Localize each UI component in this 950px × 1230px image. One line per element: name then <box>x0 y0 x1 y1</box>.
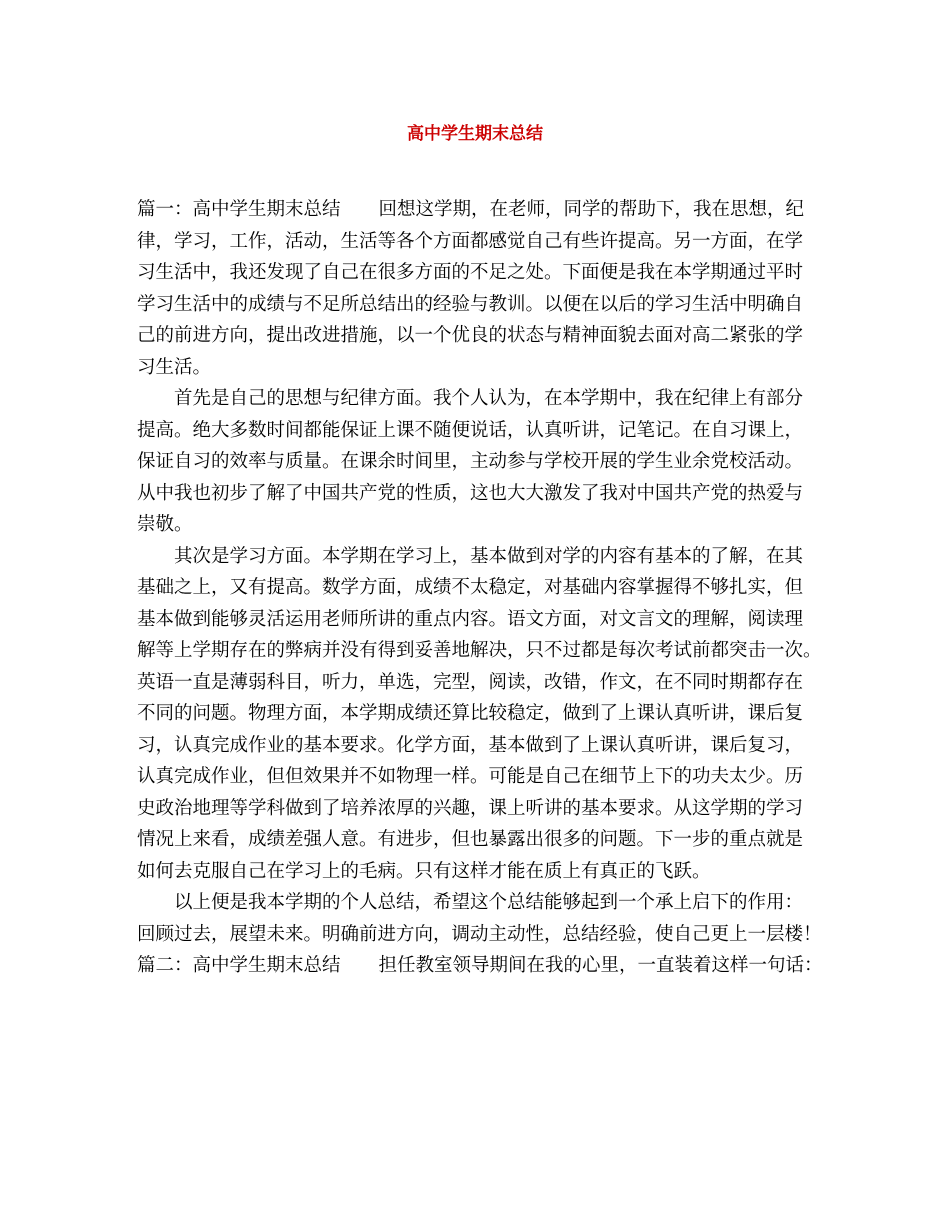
document-title: 高中学生期末总结 <box>407 124 543 144</box>
text-line: 提高。绝大多数时间都能保证上课不随便说话，认真听讲，记笔记。在自习课上， <box>137 419 804 441</box>
text-line: 其次是学习方面。本学期在学习上，基本做到对学的内容有基本的了解，在其 <box>174 545 804 567</box>
document-body <box>137 194 827 982</box>
text-line: 习生活。 <box>137 356 212 378</box>
section-heading-1: 篇一：高中学生期末总结 <box>137 199 341 220</box>
text-line: 如何去克服自己在学习上的毛病。只有这样才能在质上有真正的飞跃。 <box>137 860 711 882</box>
text-line: 回想这学期，在老师，同学的帮助下，我在思想，纪 <box>378 199 805 220</box>
text-line: 英语一直是薄弱科目，听力，单选，完型，阅读，改错，作文，在不同时期都存在 <box>137 671 804 693</box>
text-line: 崇敬。 <box>137 514 193 535</box>
text-line: 认真完成作业，但但效果并不如物理一样。可能是自己在细节上下的功夫太少。历 <box>137 766 804 787</box>
paragraph-1-line-1 <box>137 194 827 226</box>
section-heading-2: 篇二：高中学生期末总结 <box>137 955 341 976</box>
text-line: 回顾过去，展望未来。明确前进方向，调动主动性，总结经验，使自己更上一层楼！ <box>137 923 822 945</box>
text-line: 学习生活中的成绩与不足所总结出的经验与教训。以便在以后的学习生活中明确自 <box>137 293 804 315</box>
text-line: 习生活中，我还发现了自己在很多方面的不足之处。下面便是我在本学期通过平时 <box>137 262 804 283</box>
text-line: 律，学习，工作，活动，生活等各个方面都感觉自己有些许提高。另一方面，在学 <box>137 230 804 252</box>
text-line: 情况上来看，成绩差强人意。有进步，但也暴露出很多的问题。下一步的重点就是 <box>137 829 804 850</box>
text-line: 习，认真完成作业的基本要求。化学方面，基本做到了上课认真听讲，课后复习， <box>137 734 804 756</box>
text-line: 以上便是我本学期的个人总结，希望这个总结能够起到一个承上启下的作用： <box>174 892 804 913</box>
text-line: 己的前进方向，提出改进措施，以一个优良的状态与精神面貌去面对高二紧张的学 <box>137 325 804 346</box>
text-line: 保证自习的效率与质量。在课余时间里，主动参与学校开展的学生业余党校活动。 <box>137 451 804 472</box>
text-line: 不同的问题。物理方面，本学期成绩还算比较稳定，做到了上课认真听讲，课后复 <box>137 703 804 724</box>
text-line: 担任教室领导期间在我的心里，一直装着这样一句话： <box>378 955 823 976</box>
paragraph-5-line-1 <box>137 950 827 982</box>
text-line: 从中我也初步了解了中国共产党的性质，这也大大激发了我对中国共产党的热爱与 <box>137 482 804 504</box>
text-line: 解等上学期存在的弊病并没有得到妥善地解决，只不过都是每次考试前都突击一次。 <box>137 640 822 661</box>
text-line: 首先是自己的思想与纪律方面。我个人认为，在本学期中，我在纪律上有部分 <box>174 388 804 409</box>
text-line: 基础之上，又有提高。数学方面，成绩不太稳定，对基础内容掌握得不够扎实，但 <box>137 577 804 598</box>
text-line: 基本做到能够灵活运用老师所讲的重点内容。语文方面，对文言文的理解，阅读理 <box>137 608 804 630</box>
text-line: 史政治地理等学科做到了培养浓厚的兴趣，课上听讲的基本要求。从这学期的学习 <box>137 797 804 819</box>
